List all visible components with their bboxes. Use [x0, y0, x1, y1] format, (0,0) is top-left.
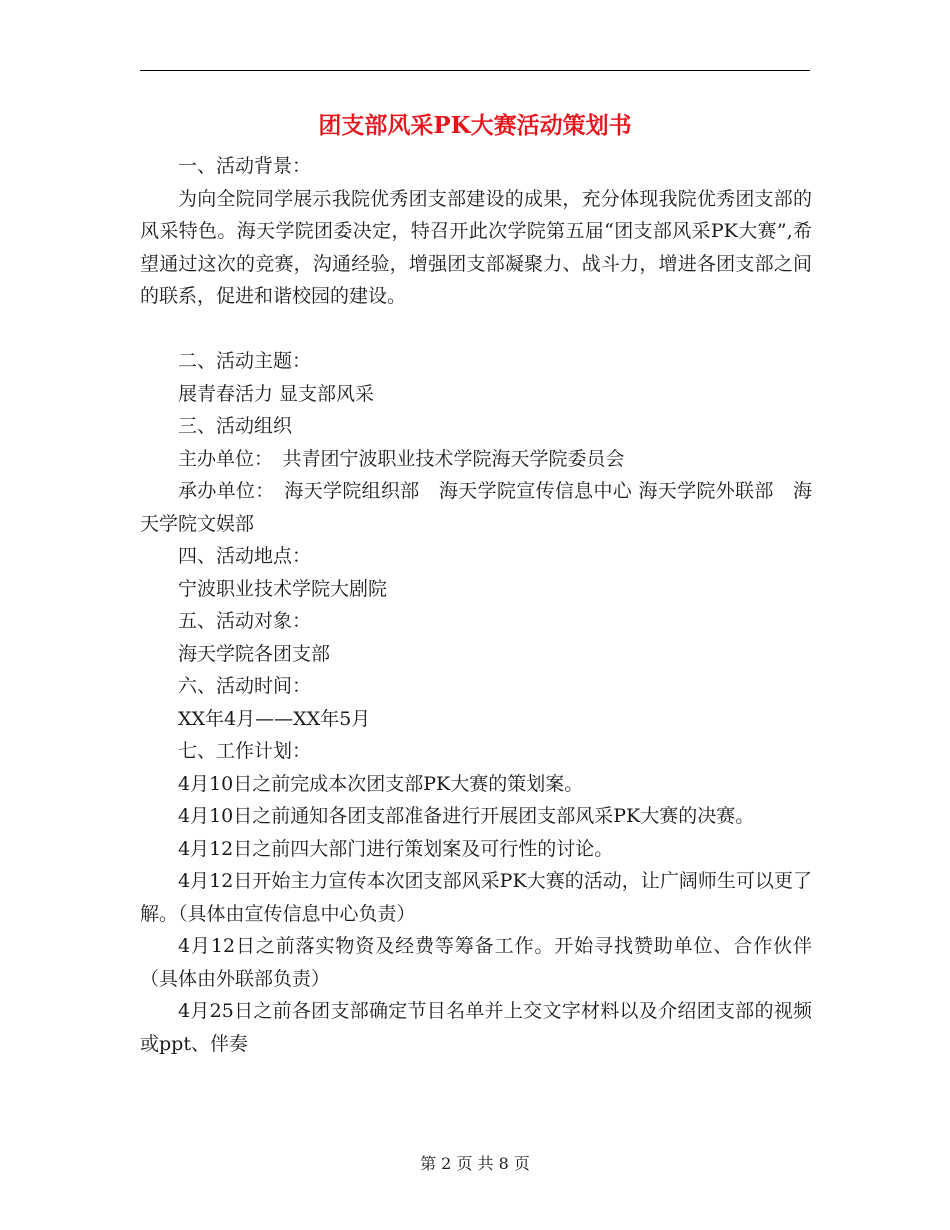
paragraph-venue: 宁波职业技术学院大剧院	[178, 577, 388, 600]
section-heading-plan: 七、工作计划：	[178, 740, 312, 762]
section-heading-venue: 四、活动地点：	[178, 545, 312, 567]
plan-item: 4月12日之前四大部门进行策划案及可行性的讨论。	[178, 837, 614, 860]
page-number: 第 2 页 共 8 页	[420, 1154, 530, 1173]
plan-item: 4月10日之前完成本次团支部PK大赛的策划案。	[178, 772, 584, 795]
paragraph-time: XX年4月——XX年5月	[178, 707, 371, 730]
section-heading-participants: 五、活动对象：	[178, 610, 312, 632]
paragraph-participants: 海天学院各团支部	[178, 642, 331, 665]
plan-item: 4月12日开始主力宣传本次团支部风采PK大赛的活动，让广阔师生可以更了解。（具体由宣传信息中心负责）	[140, 870, 812, 925]
section-heading-theme: 二、活动主题：	[178, 350, 312, 372]
document-title: 团支部风采PK大赛活动策划书	[318, 112, 632, 139]
plan-item: 4月10日之前通知各团支部准备进行开展团支部风采PK大赛的决赛。	[178, 805, 755, 827]
plan-item: 4月12日之前落实物资及经费等筹备工作。开始寻找赞助单位、合作伙伴（具体由外联部负责）	[140, 935, 812, 990]
paragraph-background: 为向全院同学展示我院优秀团支部建设的成果，充分体现我院优秀团支部的风采特色。海天学院团委决定，特召开此次学院第五届“团支部风采PK大赛”,希望通过这次的竞赛，沟通经验，增强团支部凝聚力、战斗力，增进各团支部之间的联系，促进和谐校园的建设。	[140, 187, 812, 307]
paragraph-theme: 展青春活力 显支部风采	[178, 382, 375, 405]
blank-line	[140, 313, 812, 346]
section-heading-organization: 三、活动组织	[178, 415, 293, 437]
section-heading-background: 一、活动背景：	[178, 155, 312, 177]
paragraph-organizer: 承办单位： 海天学院组织部 海天学院宣传信息中心 海天学院外联部 海天学院文娱部	[140, 480, 812, 535]
header-rule	[140, 70, 810, 71]
section-heading-time: 六、活动时间：	[178, 675, 312, 697]
plan-item: 4月25日之前各团支部确定节目名单并上交文字材料以及介绍团支部的视频或ppt、伴奏	[140, 1000, 812, 1055]
document-body	[140, 150, 812, 1060]
paragraph-host: 主办单位： 共青团宁波职业技术学院海天学院委员会	[178, 447, 625, 470]
